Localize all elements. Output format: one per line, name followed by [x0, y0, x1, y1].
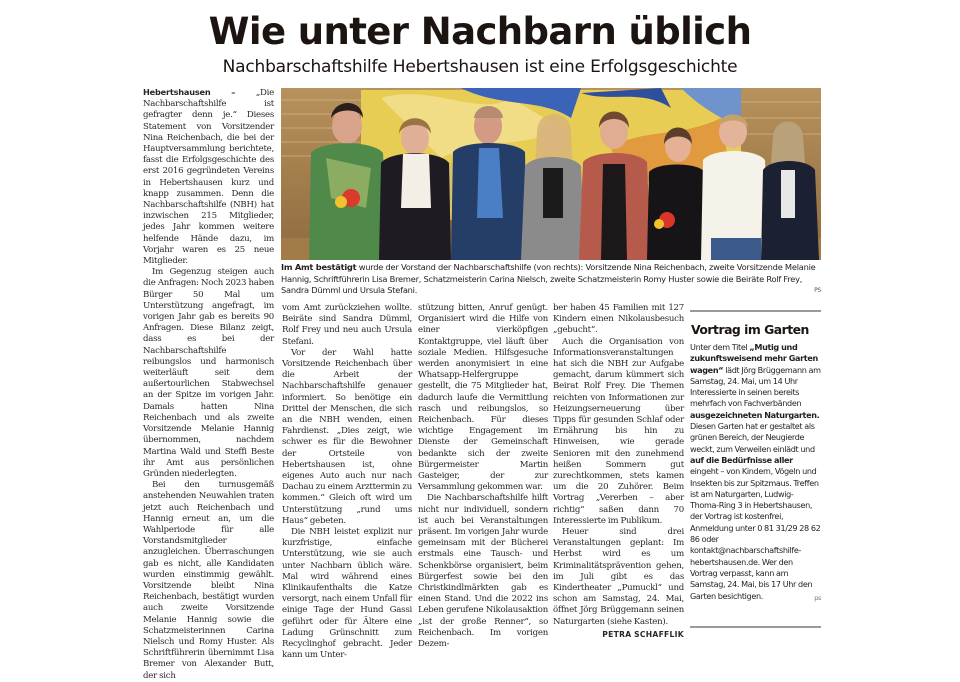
paragraph: Im Gegenzug steigen auch die Anfragen: Noch 2023 haben Bürger 50 Mal um Unterstützung angefragt, im vorigen Jahr gab es bereits 90 Anfragen. Diese Bilanz zeigt, dass es bei der Nachbarschaftshilfe reibungslos und harmonisch weiterläuft seit dem außertourlichen Stabwechsel an der Spitze im vorigen Jahr. Damals hatten Nina Reichenbach und als zweite Vorsitzende Melanie Hannig übernommen, nachdem Martina Wald und Steffi Beste ihr Amt aus persönlichen Gründen niederlegten.	[143, 267, 274, 479]
divider	[690, 310, 821, 312]
caption-text: wurde der Vorstand der Nachbarschaftshilfe (von rechts): Vorsitzende Nina Reichenbach, zweite Vorsitzende Melanie Hannig, Schriftführerin Lisa Bremer, Schatzmeisterin Carina Nielsch, zweite Schatzmeisterin Romy Huster sowie die Beiräte Rolf Frey, Sandra Dümml und Ursula Stefani.	[281, 262, 816, 296]
emphasis: auf die Bedürfnisse aller	[690, 454, 793, 465]
text: eingeht – von Kindern, Vögeln und Insekten bis zur Spitzmaus. Treffen ist am Naturgarten, Ludwig-Thoma-Ring 3 in Hebertshausen, der Vortrag ist kostenfrei, Anmeldung unter 0 81 31/29 28 62 86 oder kontakt@nachbarschaftshilfe-hebertshausen.de. Wer den Vortrag verpasst, kann am Samstag, 24. Mai, bis 17 Uhr den Garten besichtigen.	[690, 466, 821, 601]
info-box-title: Vortrag im Garten	[691, 322, 809, 337]
emphasis: „Mutig und zukunftsweisend mehr Garten wagen“	[690, 342, 818, 375]
paragraph: Auch die Organisation von Informationsveranstaltungen hat sich die NBH zur Aufgabe gemacht, darum kümmert sich Beirat Rolf Frey. Die Themen reichten von Informationen zur Heizungserneuerung über Tipps für gesunden Schlaf oder Ernährung bis hin zu Hinweisen, wie gerade Senioren mit den zunehmend heißen Sommern gut zurechtkommen, stets kamen um die 20 Zuhörer. Beim Vortrag „Vererben – aber richtig“ saßen dann 70 Interessierte im Publikum.	[553, 336, 684, 526]
info-box-body	[690, 342, 821, 602]
paragraph: Die NBH leistet explizit nur kurzfristige, einfache Unterstützung, wie sie auch unter Nachbarn üblich wäre. Mal wird während eines Klinikaufenthalts die Katze versorgt, nach einem Unfall für einige Tage der Hund Gassi geführt oder für Ältere eine Ladung Grünschnitt zum Recyclinghof gebracht. Jeder kann um Unter-	[282, 527, 412, 661]
author-byline: PETRA SCHAFFLIK	[602, 629, 684, 639]
article-column-2	[282, 303, 412, 662]
paragraph: ber haben 45 Familien mit 127 Kindern einen Nikolausbesuch „gebucht“.	[553, 303, 684, 336]
paragraph: Vor der Wahl hatte Vorsitzende Reichenbach über die Arbeit der Nachbarschaftshilfe genauer informiert. So benötige ein Drittel der Menschen, die sich an die NBH wenden, einen Fahrdienst. „Dies zeigt, wie schwer es für die Bewohner der Ortsteile von Hebertshausen ist, ohne eigenes Auto auch nur nach Dachau zu einem Arzttermin zu kommen.“ Gleich oft wird um Unterstützung „rund ums Haus“ gebeten.	[282, 347, 412, 526]
text: lädt Jörg Brüggemann am Samstag, 24. Mai, um 14 Uhr Interessierte in seinen bereits mehrfach von Fachverbänden	[690, 364, 821, 409]
photo-caption	[281, 262, 821, 297]
photo-credit: PS	[814, 287, 821, 295]
paragraph: stützung bitten, Anruf genügt. Organisiert wird die Hilfe von einer vierköpfigen Kontaktgruppe, viel läuft über soziale Medien. Hilfsgesuche werden anonymisiert in eine Whatsapp-Helfergruppe gestellt, die 75 Mitglieder hat, dadurch laufe die Vermittlung rasch und reibungslos, so Reichenbach. Für dieses wichtige Engagement im Dienste der Gemeinschaft bedankte sich der zweite Bürgermeister Martin Gasteiger, der zur Versammlung gekommen war.	[418, 303, 548, 493]
text: Diesen Garten hat er gestaltet als grünen Bereich, der Neugierde weckt, zum Verweilen einlädt und	[690, 421, 815, 454]
group-photo	[281, 88, 821, 260]
info-box-credit: ps	[814, 593, 821, 602]
paragraph: Die Nachbarschaftshilfe hilft nicht nur individuell, sondern ist auch bei Veranstaltungen präsent. Im vorigen Jahr wurde gemeinsam mit der Bücherei erstmals eine Tausch- und Schenkbörse organisiert, beim Bürgerfest sowie bei den Christkindlmärkten gab es einen Stand. Und die 2022 ins Leben gerufene Nikolausaktion „ist der große Renner“, so Reichenbach. Im vorigen Dezem-	[418, 493, 548, 650]
info-box	[690, 310, 821, 604]
article-column-3	[418, 303, 548, 650]
article-column-4	[553, 303, 684, 640]
paragraph: Bei den turnusgemäß anstehenden Neuwahlen traten jetzt auch Reichenbach und Hannig erneut an, um die Wahlperiode für alle Vorstandsmitglieder anzugleichen. Überraschungen gab es nicht, alle Kandidaten wurden einstimmig gewählt. Vorsitzende bleibt Nina Reichenbach, bestätigt wurden auch zweite Vorsitzende Melanie Hannig sowie die Schatzmeisterinnen Carina Nielsch und Romy Huster. Als Schriftführerin übernimmt Lisa Bremer von Alexander Butt, der sich	[143, 480, 274, 681]
dateline: Hebertshausen –	[143, 87, 236, 97]
paragraph	[143, 87, 274, 267]
caption-lead: Im Amt bestätigt	[281, 262, 357, 272]
headline: Wie unter Nachbarn üblich	[208, 10, 752, 53]
divider	[690, 626, 821, 628]
paragraph: vom Amt zurückziehen wollte. Beiräte sind Sandra Dümml, Rolf Frey und neu auch Ursula Stefani.	[282, 303, 412, 347]
paragraph: Heuer sind drei Veranstaltungen geplant: Im Herbst wird es um Kriminalitätsprävention gehen, im Juli gibt es das Kindertheater „Pumuckl“ und schon am Samstag, 24. Mai, öffnet Jörg Brüggemann seinen Naturgarten (siehe Kasten).	[553, 527, 684, 627]
text: Unter dem Titel	[690, 342, 750, 352]
paragraph-text: „Die Nachbarschaftshilfe ist gefragter denn je.“ Dieses Statement von Vorsitzender Nina Reichenbach, die bei der Hauptversammlung berichtete, fasst die Erfolgsgeschichte des erst 2016 gegründeten Vereins in Hebertshausen kurz und knapp zusammen. Denn die Nachbarschaftshilfe (NBH) hat inzwischen 215 Mitglieder, jedes Jahr kommen weitere helfende Hände dazu, im Vorjahr waren es 25 neue Mitglieder.	[143, 88, 274, 267]
article-column-1	[143, 87, 274, 682]
subheadline: Nachbarschaftshilfe Hebertshausen ist eine Erfolgsgeschichte	[222, 57, 738, 77]
emphasis: ausgezeichneten Naturgarten.	[690, 409, 820, 420]
group-photo-image	[281, 88, 821, 260]
